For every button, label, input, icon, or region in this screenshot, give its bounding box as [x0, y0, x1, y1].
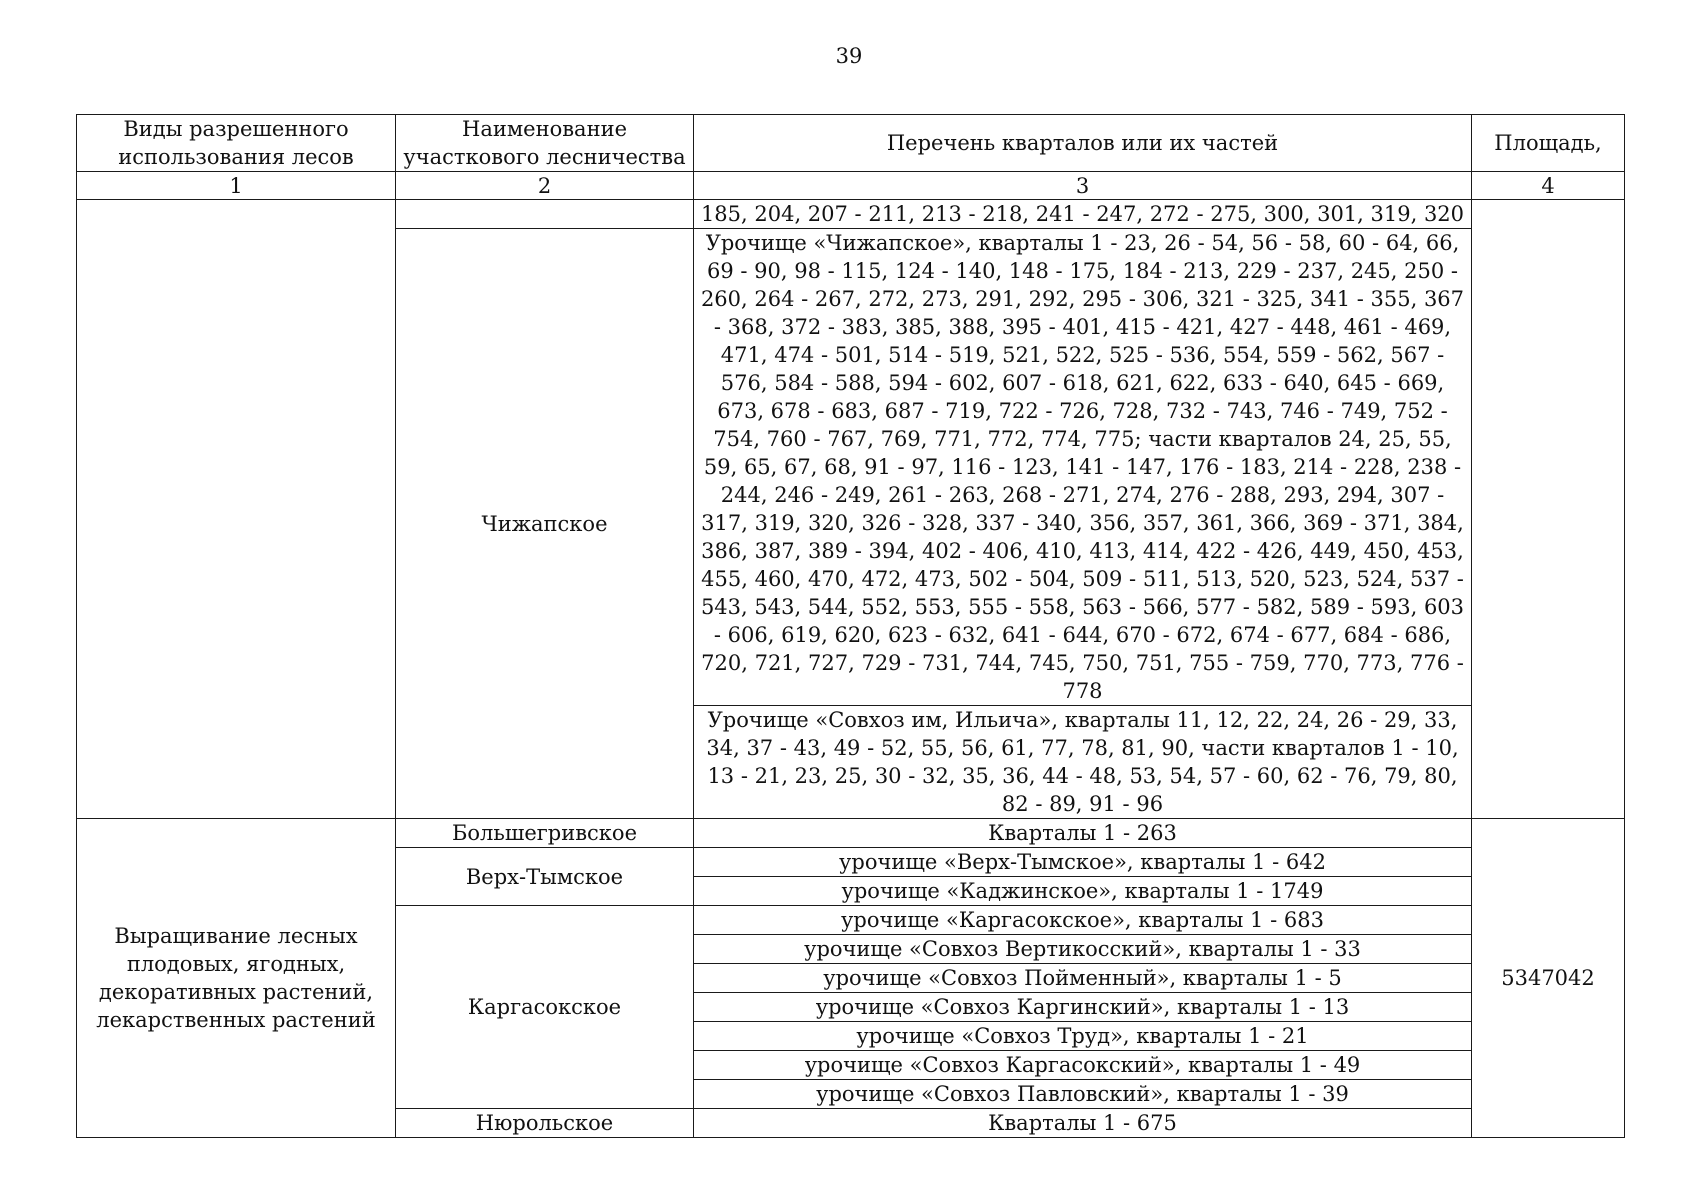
quarters-cell: Кварталы 1 - 263 [694, 819, 1472, 848]
quarters-cell: урочище «Совхоз Труд», кварталы 1 - 21 [694, 1022, 1472, 1051]
header-area: Площадь, [1472, 115, 1625, 172]
quarters-cell: урочище «Совхоз Пойменный», кварталы 1 - 5 [694, 964, 1472, 993]
header-forestry-name: Наименование участкового лесничества [396, 115, 694, 172]
forest-use-table [76, 114, 1625, 1138]
quarters-cell: урочище «Совхоз Каргинский», кварталы 1 - 13 [694, 993, 1472, 1022]
quarters-cell: Кварталы 1 - 675 [694, 1109, 1472, 1138]
quarters-cell: урочище «Совхоз Каргасокский», кварталы 1 - 49 [694, 1051, 1472, 1080]
area-cell: 5347042 [1472, 819, 1625, 1138]
quarters-cell: урочище «Каджинское», кварталы 1 - 1749 [694, 877, 1472, 906]
forestry-cell-empty [396, 200, 694, 229]
quarters-cell: урочище «Каргасокское», кварталы 1 - 683 [694, 906, 1472, 935]
page-number: 39 [835, 44, 863, 68]
quarters-cell: Урочище «Совхоз им, Ильича», кварталы 11, 12, 22, 24, 26 - 29, 33, 34, 37 - 43, 49 - 52, 55, 56, 61, 77, 78, 81, 90, части кварталов 1 - 10, 13 - 21, 23, 25, 30 - 32, 35, 36, 44 - 48, 53, 54, 57 - 60, 62 - 76, 79, 80, 82 - 89, 91 - 96 [694, 706, 1472, 819]
area-cell-empty [1472, 200, 1625, 819]
forestry-name-cell: Чижапское [396, 229, 694, 819]
header-quarters-list: Перечень кварталов или их частей [694, 115, 1472, 172]
use-type-cell-empty [77, 200, 396, 819]
forestry-name-cell: Каргасокское [396, 906, 694, 1109]
column-number: 4 [1472, 172, 1625, 200]
column-number: 2 [396, 172, 694, 200]
table-row [77, 200, 1625, 229]
forestry-name-cell: Верх-Тымское [396, 848, 694, 906]
forestry-name-cell: Большегривское [396, 819, 694, 848]
forestry-name-cell: Нюрольское [396, 1109, 694, 1138]
column-number: 1 [77, 172, 396, 200]
header-row [77, 115, 1625, 172]
table-row [77, 819, 1625, 848]
quarters-cell: Урочище «Чижапское», кварталы 1 - 23, 26 - 54, 56 - 58, 60 - 64, 66, 69 - 90, 98 - 115, 124 - 140, 148 - 175, 184 - 213, 229 - 237, 245, 250 - 260, 264 - 267, 272, 273, 291, 292, 295 - 306, 321 - 325, 341 - 355, 367 - 368, 372 - 383, 385, 388, 395 - 401, 415 - 421, 427 - 448, 461 - 469, 471, 474 - 501, 514 - 519, 521, 522, 525 - 536, 554, 559 - 562, 567 - 576, 584 - 588, 594 - 602, 607 - 618, 621, 622, 633 - 640, 645 - 669, 673, 678 - 683, 687 - 719, 722 - 726, 728, 732 - 743, 746 - 749, 752 - 754, 760 - 767, 769, 771, 772, 774, 775; части кварталов 24, 25, 55, 59, 65, 67, 68, 91 - 97, 116 - 123, 141 - 147, 176 - 183, 214 - 228, 238 - 244, 246 - 249, 261 - 263, 268 - 271, 274, 276 - 288, 293, 294, 307 - 317, 319, 320, 326 - 328, 337 - 340, 356, 357, 361, 366, 369 - 371, 384, 386, 387, 389 - 394, 402 - 406, 410, 413, 414, 422 - 426, 449, 450, 453, 455, 460, 470, 472, 473, 502 - 504, 509 - 511, 513, 520, 523, 524, 537 - 543, 543, 544, 552, 553, 555 - 558, 563 - 566, 577 - 582, 589 - 593, 603 - 606, 619, 620, 623 - 632, 641 - 644, 670 - 672, 674 - 677, 684 - 686, 720, 721, 727, 729 - 731, 744, 745, 750, 751, 755 - 759, 770, 773, 776 - 778 [694, 229, 1472, 706]
use-type-cell: Выращивание лесных плодовых, ягодных, декоративных растений, лекарственных растений [77, 819, 396, 1138]
column-number: 3 [694, 172, 1472, 200]
header-use-type: Виды разрешенного использования лесов [77, 115, 396, 172]
column-number-row [77, 172, 1625, 200]
quarters-cell: урочище «Совхоз Павловский», кварталы 1 - 39 [694, 1080, 1472, 1109]
quarters-cell: урочище «Совхоз Вертикосский», кварталы 1 - 33 [694, 935, 1472, 964]
quarters-cell: 185, 204, 207 - 211, 213 - 218, 241 - 247, 272 - 275, 300, 301, 319, 320 [694, 200, 1472, 229]
quarters-cell: урочище «Верх-Тымское», кварталы 1 - 642 [694, 848, 1472, 877]
